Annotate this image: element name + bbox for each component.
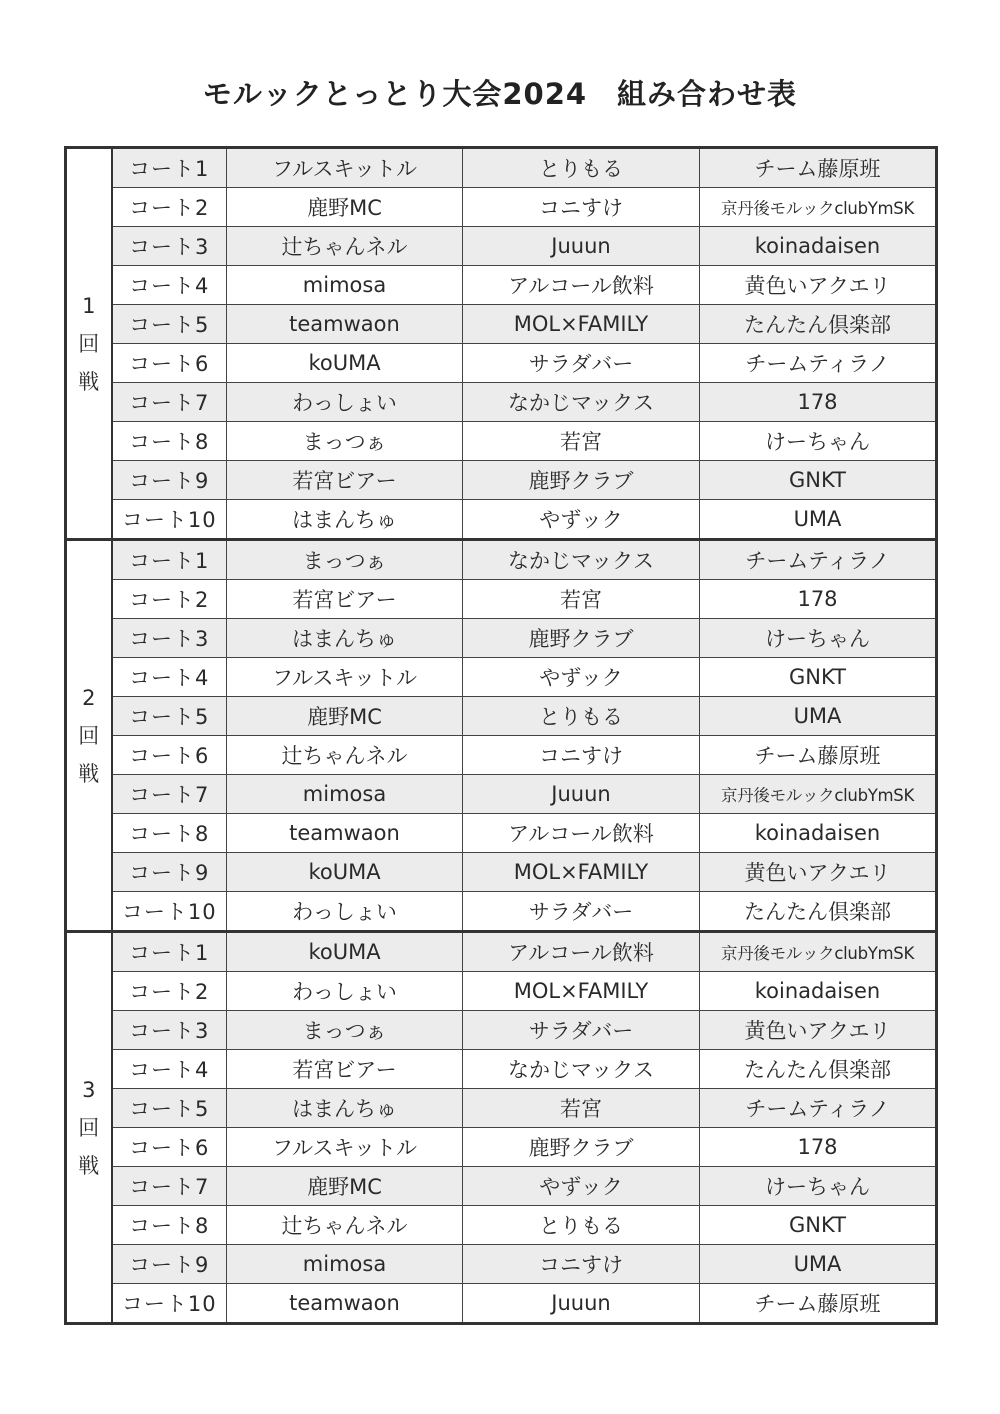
court-cell: コート1 — [112, 148, 227, 188]
table-row — [66, 853, 937, 892]
team-cell: 黄色いアクエリ — [700, 853, 937, 892]
team-cell: 辻ちゃんネル — [227, 736, 463, 775]
team-cell: UMA — [700, 1245, 937, 1284]
court-cell: コート2 — [112, 580, 227, 619]
table-row — [66, 422, 937, 461]
team-cell: GNKT — [700, 658, 937, 697]
team-cell: 若宮ビアー — [227, 461, 463, 500]
court-cell: コート1 — [112, 540, 227, 580]
table-row — [66, 500, 937, 540]
team-cell: けーちゃん — [700, 619, 937, 658]
table-row — [66, 305, 937, 344]
round-label-char: 3 — [82, 1077, 96, 1102]
team-cell: mimosa — [227, 775, 463, 814]
court-cell: コート2 — [112, 972, 227, 1011]
team-cell: とりもる — [463, 148, 700, 188]
team-cell: koinadaisen — [700, 814, 937, 853]
team-cell: やずック — [463, 658, 700, 697]
team-cell: koinadaisen — [700, 227, 937, 266]
team-cell: GNKT — [700, 461, 937, 500]
team-cell: koUMA — [227, 344, 463, 383]
team-cell: UMA — [700, 500, 937, 540]
court-cell: コート8 — [112, 1206, 227, 1245]
team-cell: 若宮ビアー — [227, 1050, 463, 1089]
court-cell: コート6 — [112, 736, 227, 775]
table-row — [66, 540, 937, 580]
court-cell: コート9 — [112, 461, 227, 500]
team-cell: はまんちゅ — [227, 500, 463, 540]
team-cell: Juuun — [463, 775, 700, 814]
round-label-char: 回 — [78, 1115, 100, 1140]
court-cell: コート5 — [112, 697, 227, 736]
table-row — [66, 972, 937, 1011]
table-row — [66, 1206, 937, 1245]
table-row — [66, 266, 937, 305]
court-cell: コート1 — [112, 932, 227, 972]
team-cell: なかじマックス — [463, 1050, 700, 1089]
table-row — [66, 383, 937, 422]
team-cell: MOL×FAMILY — [463, 305, 700, 344]
team-cell: 若宮 — [463, 1089, 700, 1128]
team-cell: mimosa — [227, 1245, 463, 1284]
team-cell: まっつぁ — [227, 422, 463, 461]
court-cell: コート8 — [112, 422, 227, 461]
team-cell: 辻ちゃんネル — [227, 227, 463, 266]
table-row — [66, 697, 937, 736]
team-cell: 京丹後モルックclubYmSK — [700, 932, 937, 972]
table-row — [66, 148, 937, 188]
team-cell: やずック — [463, 500, 700, 540]
court-cell: コート4 — [112, 658, 227, 697]
court-cell: コート7 — [112, 1167, 227, 1206]
team-cell: とりもる — [463, 1206, 700, 1245]
team-cell: たんたん倶楽部 — [700, 892, 937, 932]
team-cell: チームティラノ — [700, 540, 937, 580]
page-title: モルックとっとり大会2024 組み合わせ表 — [202, 77, 798, 111]
team-cell: コニすけ — [463, 1245, 700, 1284]
court-cell: コート5 — [112, 1089, 227, 1128]
team-cell: チーム藤原班 — [700, 1284, 937, 1324]
round-label-char: 戦 — [78, 761, 100, 786]
team-cell: たんたん倶楽部 — [700, 1050, 937, 1089]
team-cell: 鹿野MC — [227, 697, 463, 736]
team-cell: MOL×FAMILY — [463, 972, 700, 1011]
team-cell: 鹿野MC — [227, 188, 463, 227]
team-cell: 鹿野クラブ — [463, 461, 700, 500]
team-cell: 178 — [700, 580, 937, 619]
round-label — [66, 540, 112, 932]
team-cell: サラダバー — [463, 892, 700, 932]
court-cell: コート10 — [112, 892, 227, 932]
team-cell: わっしょい — [227, 892, 463, 932]
table-row — [66, 1011, 937, 1050]
table-row — [66, 932, 937, 972]
team-cell: 若宮ビアー — [227, 580, 463, 619]
court-cell: コート10 — [112, 500, 227, 540]
table-row — [66, 1167, 937, 1206]
team-cell: 若宮 — [463, 422, 700, 461]
court-cell: コート7 — [112, 775, 227, 814]
court-cell: コート8 — [112, 814, 227, 853]
team-cell: わっしょい — [227, 972, 463, 1011]
court-cell: コート10 — [112, 1284, 227, 1324]
court-cell: コート9 — [112, 1245, 227, 1284]
team-cell: フルスキットル — [227, 658, 463, 697]
round-label — [66, 932, 112, 1324]
court-cell: コート4 — [112, 266, 227, 305]
team-cell: フルスキットル — [227, 1128, 463, 1167]
team-cell: まっつぁ — [227, 1011, 463, 1050]
court-cell: コート6 — [112, 344, 227, 383]
team-cell: Juuun — [463, 227, 700, 266]
team-cell: 鹿野クラブ — [463, 1128, 700, 1167]
team-cell: Juuun — [463, 1284, 700, 1324]
round-label-char: 回 — [78, 723, 100, 748]
round-label — [66, 148, 112, 540]
table-row — [66, 227, 937, 266]
team-cell: サラダバー — [463, 344, 700, 383]
team-cell: チームティラノ — [700, 344, 937, 383]
team-cell: koUMA — [227, 932, 463, 972]
round-label-char: 2 — [82, 685, 96, 710]
team-cell: なかじマックス — [463, 383, 700, 422]
table-row — [66, 580, 937, 619]
table-row — [66, 1050, 937, 1089]
team-cell: 鹿野MC — [227, 1167, 463, 1206]
team-cell: チームティラノ — [700, 1089, 937, 1128]
table-row — [66, 814, 937, 853]
team-cell: 京丹後モルックclubYmSK — [700, 188, 937, 227]
table-row — [66, 188, 937, 227]
table-row — [66, 344, 937, 383]
team-cell: はまんちゅ — [227, 1089, 463, 1128]
team-cell: やずック — [463, 1167, 700, 1206]
team-cell: koinadaisen — [700, 972, 937, 1011]
team-cell: 178 — [700, 1128, 937, 1167]
court-cell: コート9 — [112, 853, 227, 892]
team-cell: けーちゃん — [700, 422, 937, 461]
team-cell: アルコール飲料 — [463, 932, 700, 972]
round-label-char: 1 — [82, 293, 96, 318]
round-label-char: 戦 — [78, 369, 100, 394]
team-cell: koUMA — [227, 853, 463, 892]
team-cell: フルスキットル — [227, 148, 463, 188]
table-row — [66, 775, 937, 814]
team-cell: teamwaon — [227, 814, 463, 853]
team-cell: アルコール飲料 — [463, 266, 700, 305]
team-cell: チーム藤原班 — [700, 148, 937, 188]
team-cell: 鹿野クラブ — [463, 619, 700, 658]
table-row — [66, 1128, 937, 1167]
team-cell: UMA — [700, 697, 937, 736]
match-table — [64, 146, 938, 1325]
team-cell: とりもる — [463, 697, 700, 736]
team-cell: GNKT — [700, 1206, 937, 1245]
table-row — [66, 461, 937, 500]
table-row — [66, 658, 937, 697]
court-cell: コート5 — [112, 305, 227, 344]
court-cell: コート7 — [112, 383, 227, 422]
team-cell: mimosa — [227, 266, 463, 305]
team-cell: コニすけ — [463, 188, 700, 227]
team-cell: まっつぁ — [227, 540, 463, 580]
court-cell: コート3 — [112, 619, 227, 658]
team-cell: teamwaon — [227, 1284, 463, 1324]
table-row — [66, 1245, 937, 1284]
round-label-char: 回 — [78, 331, 100, 356]
team-cell: はまんちゅ — [227, 619, 463, 658]
table-row — [66, 736, 937, 775]
team-cell: MOL×FAMILY — [463, 853, 700, 892]
team-cell: なかじマックス — [463, 540, 700, 580]
team-cell: teamwaon — [227, 305, 463, 344]
table-row — [66, 1089, 937, 1128]
court-cell: コート3 — [112, 1011, 227, 1050]
team-cell: チーム藤原班 — [700, 736, 937, 775]
court-cell: コート6 — [112, 1128, 227, 1167]
team-cell: 黄色いアクエリ — [700, 1011, 937, 1050]
team-cell: アルコール飲料 — [463, 814, 700, 853]
table-row — [66, 619, 937, 658]
team-cell: たんたん倶楽部 — [700, 305, 937, 344]
team-cell: わっしょい — [227, 383, 463, 422]
team-cell: コニすけ — [463, 736, 700, 775]
court-cell: コート2 — [112, 188, 227, 227]
team-cell: 辻ちゃんネル — [227, 1206, 463, 1245]
team-cell: サラダバー — [463, 1011, 700, 1050]
team-cell: 黄色いアクエリ — [700, 266, 937, 305]
team-cell: 178 — [700, 383, 937, 422]
round-label-char: 戦 — [78, 1153, 100, 1178]
team-cell: 京丹後モルックclubYmSK — [700, 775, 937, 814]
court-cell: コート4 — [112, 1050, 227, 1089]
table-row — [66, 1284, 937, 1324]
team-cell: 若宮 — [463, 580, 700, 619]
team-cell: けーちゃん — [700, 1167, 937, 1206]
court-cell: コート3 — [112, 227, 227, 266]
table-row — [66, 892, 937, 932]
